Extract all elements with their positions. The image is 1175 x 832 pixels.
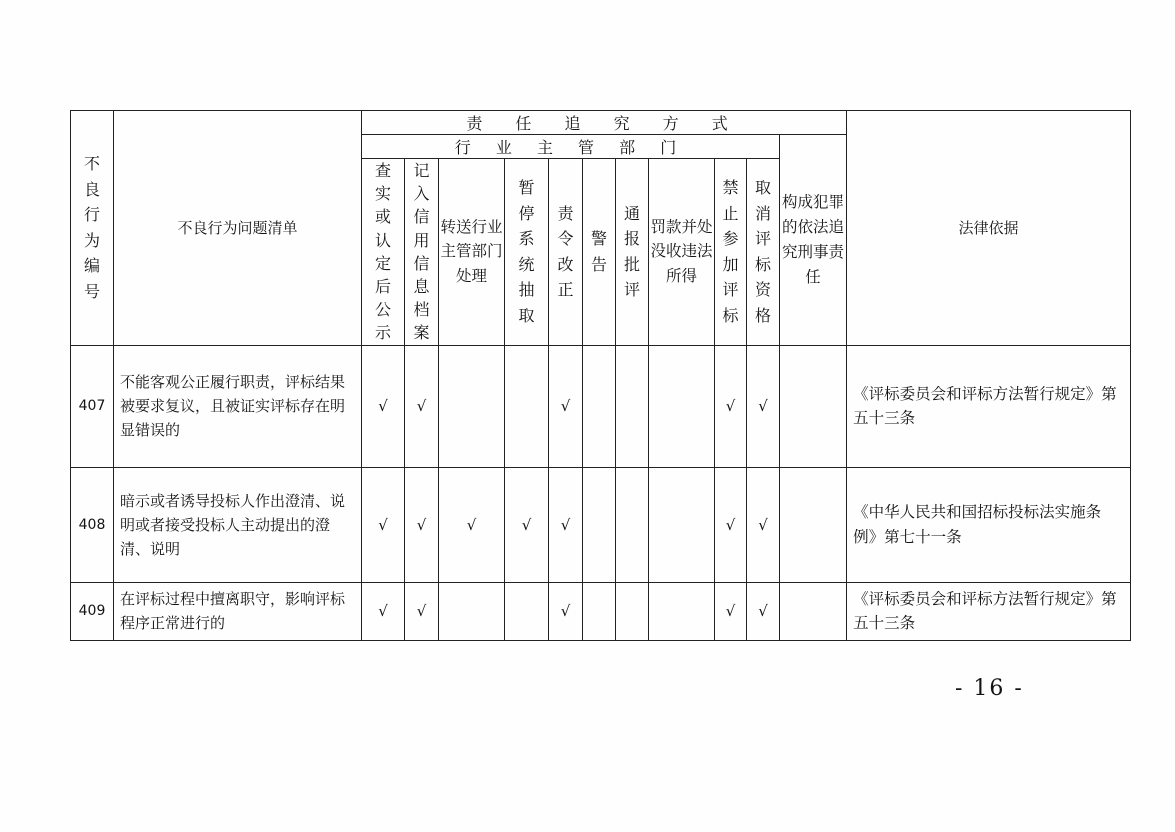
mark-cell <box>505 345 549 467</box>
mark-cell: √ <box>505 467 549 582</box>
row-law: 《评标委员会和评标方法暂行规定》第五十三条 <box>847 582 1131 640</box>
col-list-header-text: 不良行为问题清单 <box>177 219 298 238</box>
mark-cell: √ <box>549 582 583 640</box>
mark-cell <box>780 345 847 467</box>
group-header <box>362 111 847 135</box>
mark-cell: √ <box>715 582 747 640</box>
method-header-6-text: 警告 <box>590 229 607 274</box>
method-header-9-text: 禁止参加评标 <box>722 177 739 325</box>
liability-table <box>70 110 1131 641</box>
col-number-header <box>71 111 114 346</box>
method-header-8-text: 罚款并处没收违法所得 <box>650 217 713 286</box>
mark-cell <box>649 345 715 467</box>
col-number-header-text: 不良行为编号 <box>83 153 100 301</box>
mark-cell <box>649 467 715 582</box>
method-header-5 <box>549 159 583 346</box>
method-header-3-text: 转送行业主管部门处理 <box>440 217 503 286</box>
mark-cell: √ <box>715 345 747 467</box>
mark-cell <box>649 582 715 640</box>
mark-cell <box>780 582 847 640</box>
col-law-header-text: 法律依据 <box>958 219 1019 238</box>
method-header-4 <box>505 159 549 346</box>
method-header-11-text: 构成犯罪的依法追究刑事责任 <box>782 193 845 286</box>
method-header-1 <box>362 159 405 346</box>
method-header-10-text: 取消评标资格 <box>754 177 771 325</box>
row-number: 409 <box>71 582 114 640</box>
mark-cell: √ <box>747 467 780 582</box>
method-header-4-text: 暂停系统抽取 <box>518 177 535 325</box>
group-header-text: 责 任 追 究 方 式 <box>466 114 742 133</box>
mark-cell <box>505 582 549 640</box>
method-header-6 <box>583 159 616 346</box>
row-description: 不能客观公正履行职责，评标结果被要求复议，且被证实评标存在明显错误的 <box>114 345 362 467</box>
method-header-2-text: 记入信用信息档案 <box>413 161 430 343</box>
method-header-7-text: 通报批评 <box>623 203 640 300</box>
mark-cell <box>780 467 847 582</box>
mark-cell <box>583 467 616 582</box>
row-law: 《中华人民共和国招标投标法实施条例》第七十一条 <box>847 467 1131 582</box>
method-header-5-text: 责令改正 <box>557 203 574 300</box>
mark-cell: √ <box>362 467 405 582</box>
subgroup-header-text: 行 业 主 管 部 门 <box>454 138 687 157</box>
mark-cell: √ <box>405 467 439 582</box>
mark-cell <box>583 582 616 640</box>
mark-cell <box>616 345 649 467</box>
mark-cell: √ <box>747 345 780 467</box>
table-row <box>71 467 1131 582</box>
subgroup-header <box>362 135 780 159</box>
row-number: 407 <box>71 345 114 467</box>
mark-cell: √ <box>362 582 405 640</box>
method-header-10 <box>747 159 780 346</box>
row-law: 《评标委员会和评标方法暂行规定》第五十三条 <box>847 345 1131 467</box>
method-header-9 <box>715 159 747 346</box>
table-row <box>71 582 1131 640</box>
mark-cell: √ <box>405 345 439 467</box>
col-list-header <box>114 111 362 346</box>
mark-cell: √ <box>439 467 505 582</box>
mark-cell: √ <box>549 467 583 582</box>
method-header-11 <box>780 135 847 346</box>
mark-cell <box>616 582 649 640</box>
method-header-2 <box>405 159 439 346</box>
mark-cell: √ <box>747 582 780 640</box>
page-number: - 16 - <box>955 676 1024 701</box>
mark-cell <box>583 345 616 467</box>
row-description: 在评标过程中擅离职守，影响评标程序正常进行的 <box>114 582 362 640</box>
method-header-3 <box>439 159 505 346</box>
col-law-header <box>847 111 1131 346</box>
method-header-7 <box>616 159 649 346</box>
row-number: 408 <box>71 467 114 582</box>
mark-cell: √ <box>715 467 747 582</box>
header-row-1 <box>71 111 1131 135</box>
mark-cell: √ <box>362 345 405 467</box>
row-description: 暗示或者诱导投标人作出澄清、说明或者接受投标人主动提出的澄清、说明 <box>114 467 362 582</box>
table-row <box>71 345 1131 467</box>
mark-cell <box>439 345 505 467</box>
mark-cell <box>616 467 649 582</box>
mark-cell <box>439 582 505 640</box>
method-header-1-text: 查实或认定后公示 <box>374 161 391 343</box>
mark-cell: √ <box>405 582 439 640</box>
method-header-8 <box>649 159 715 346</box>
mark-cell: √ <box>549 345 583 467</box>
